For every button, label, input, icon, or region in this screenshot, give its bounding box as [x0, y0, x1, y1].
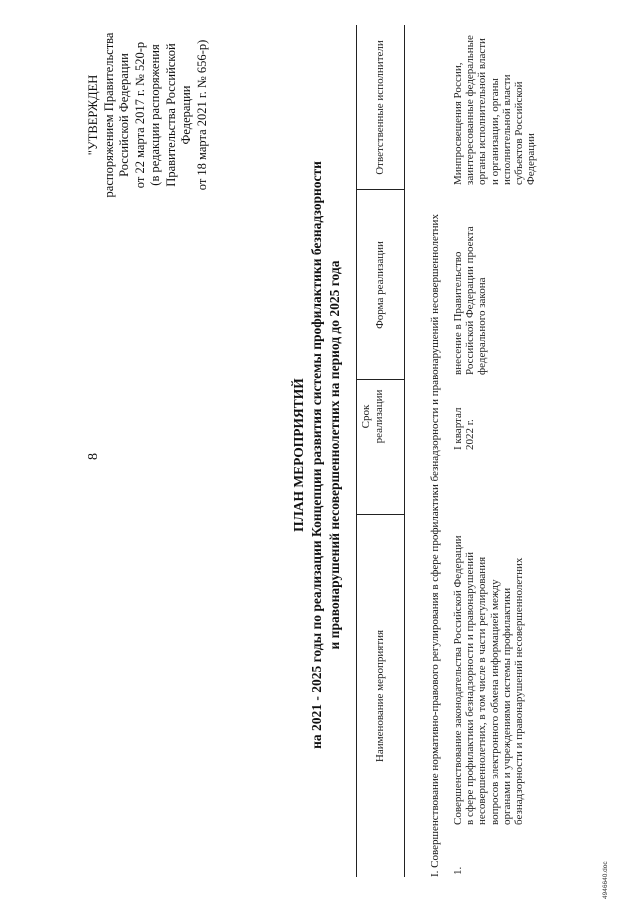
approval-line: (в редакции распоряжения — [148, 44, 162, 186]
row-name: Совершенствование законодательства Российской Федерации в сфере профилактики безнадзорности и правонарушений несовершеннолетних, в том числе в части регулирования вопросов электронного обмена информацией между органами и учреждениями системы профилактики безнадзорности и правонарушений несовершеннолетних — [452, 535, 526, 825]
title-subheading: на 2021 - 2025 годы по реализации Концепции развития системы профилактики безнадзорности — [309, 161, 324, 749]
file-name-label: 4946640.doc — [602, 861, 609, 899]
title-subheading: и правонарушений несовершеннолетних на период до 2025 года — [327, 260, 342, 650]
approval-line: от 22 марта 2017 г. № 520-р — [132, 41, 147, 189]
title-heading: ПЛАН МЕРОПРИЯТИЙ — [291, 378, 306, 532]
table-header-bottom-border — [404, 25, 405, 877]
approval-line: распоряжением Правительства — [101, 32, 116, 198]
row-executors: Минпросвещения России, заинтересованные федеральные органы исполнительной власти и организации, органы исполнительной власти субъектов Российской Федерации — [452, 35, 538, 185]
section-title: I. Совершенствование нормативно-правового регулирования в сфере профилактики безнадзорности и правонарушений несовершеннолетних — [429, 214, 441, 877]
header-term: Срок реализации — [360, 389, 385, 444]
approval-stamp — [86, 30, 210, 200]
row-form: внесение в Правительство Российской Федерации проекта федерального закона — [452, 226, 489, 375]
header-form: Форма реализации — [374, 241, 386, 329]
approval-line: Правительства Российской Федерации — [163, 43, 193, 187]
row-number: 1. — [452, 866, 464, 875]
row-term: I квартал 2022 г. — [452, 407, 477, 450]
approval-line: Российской Федерации — [117, 53, 131, 177]
page-number: 8 — [86, 453, 101, 460]
table-top-border — [356, 25, 357, 877]
approval-line: от 18 марта 2021 г. № 656-р) — [194, 39, 209, 191]
approval-line: "УТВЕРЖДЕН — [86, 74, 100, 156]
header-name: Наименование мероприятия — [374, 629, 386, 763]
header-executors: Ответственные исполнители — [374, 40, 386, 175]
document-title — [290, 75, 344, 835]
